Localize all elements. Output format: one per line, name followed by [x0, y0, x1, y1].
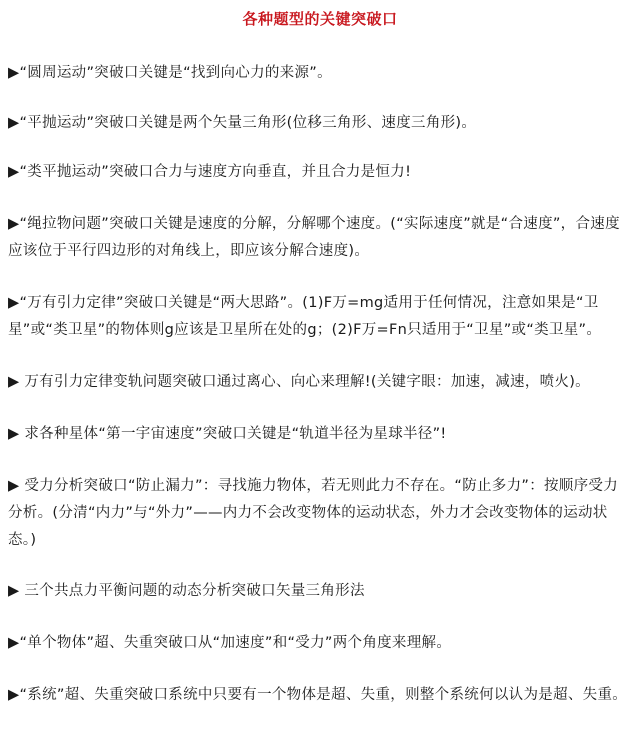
list-item: ▶“类平抛运动”突破口合力与速度方向垂直，并且合力是恒力! — [8, 164, 412, 180]
list-item: ▶“圆周运动”突破口关键是“找到向心力的来源”。 — [8, 65, 332, 81]
page-title: 各种题型的关键突破口 — [242, 10, 398, 28]
list-item: ▶“单个物体”超、失重突破口从“加速度”和“受力”两个角度来理解。 — [8, 635, 452, 651]
list-item: ▶ 受力分析突破口“防止漏力”：寻找施力物体，若无则此力不存在。“防止多力”：按顺序受力分析。(分清“内力”与“外力”——内力不会改变物体的运动状态，外力才会改变物体的运动状态。) — [8, 478, 619, 548]
list-item: ▶ 三个共点力平衡问题的动态分析突破口矢量三角形法 — [8, 583, 365, 599]
list-item: ▶ 万有引力定律变轨问题突破口通过离心、向心来理解!(关键字眼：加速，减速，喷火)。 — [8, 374, 590, 390]
list-item: ▶“平抛运动”突破口关键是两个矢量三角形(位移三角形、速度三角形)。 — [8, 115, 477, 131]
list-item: ▶“万有引力定律”突破口关键是“两大思路”。(1)F万=mg适用于任何情况，注意如果是“卫星”或“类卫星”的物体则g应该是卫星所在处的g；(2)F万=Fn只适用于“卫星”或“类卫星”。 — [8, 295, 602, 338]
list-item: ▶“系统”超、失重突破口系统中只要有一个物体是超、失重，则整个系统何以认为是超、失重。 — [8, 687, 628, 703]
list-item: ▶“绳拉物问题”突破口关键是速度的分解，分解哪个速度。(“实际速度”就是“合速度”，合速度应该位于平行四边形的对角线上，即应该分解合速度)。 — [8, 216, 620, 259]
list-item: ▶ 求各种星体“第一宇宙速度”突破口关键是“轨道半径为星球半径”! — [8, 426, 447, 442]
